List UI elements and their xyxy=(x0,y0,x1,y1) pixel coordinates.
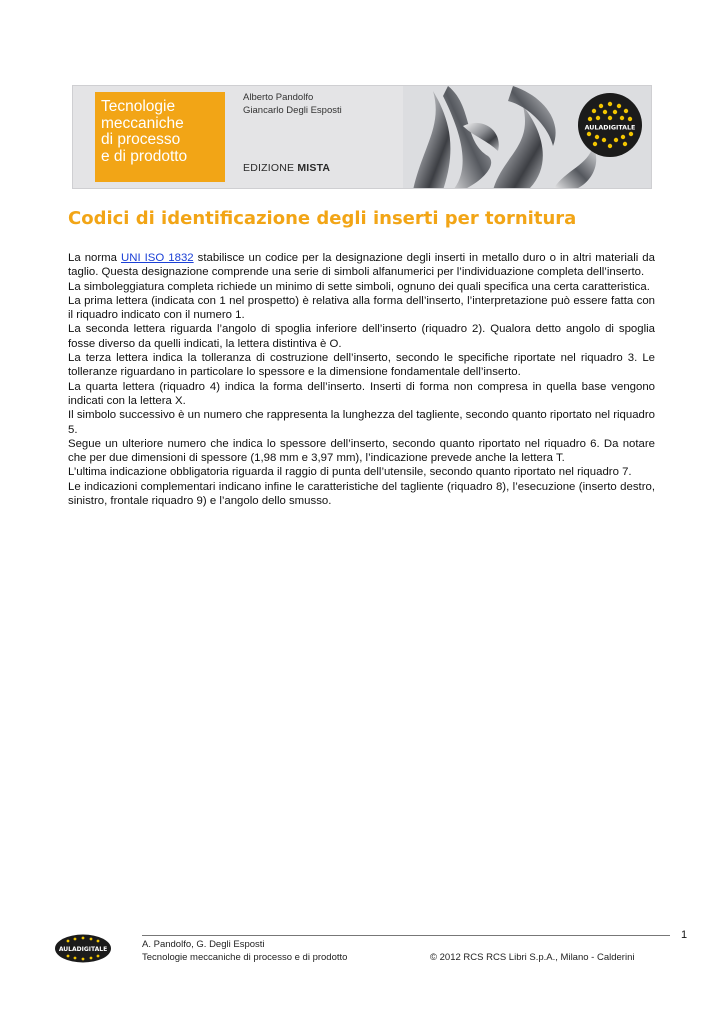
paragraph: La quarta lettera (riquadro 4) indica la forma dell’inserto. Inserti di forma non compresa in quella base vengono indicati con la lettera X. xyxy=(68,380,655,407)
edition-prefix: EDIZIONE xyxy=(243,162,295,174)
paragraph: La seconda lettera riguarda l’angolo di spoglia inferiore dell’inserto (riquadro 2). Qualora detto angolo di spoglia fosse diverso da quelli indicati, la lettera distintiva è O. xyxy=(68,323,655,350)
banner-author: Alberto Pandolfo xyxy=(243,92,314,103)
paragraph-text: stabilisce un codice per la designazione degli inserti in metallo duro o in altri materiali da taglio. Questa designazione comprende una serie di simboli alfanumerici per l’individuazione completa dell’inserto. xyxy=(68,252,655,279)
banner-author: Giancarlo Degli Esposti xyxy=(243,104,342,116)
paragraph xyxy=(68,251,655,280)
paragraph: L’ultima indicazione obbligatoria riguarda il raggio di punta dell’utensile, secondo quanto riportato nel riquadro 7. xyxy=(68,466,632,479)
banner-title-line: di processo xyxy=(101,131,181,148)
footer-logo-text: AULADIGITALE xyxy=(58,946,108,953)
paragraph-text: La norma xyxy=(68,252,121,264)
paragraph: La simboleggiatura completa richiede un minimo di sette simboli, ognuno dei quali specifica una certa caratteristica. xyxy=(68,280,650,293)
auladigitale-footer-logo xyxy=(54,934,112,963)
banner-edition xyxy=(243,162,330,174)
banner-title-line: meccaniche xyxy=(101,114,184,132)
banner-title xyxy=(101,99,187,165)
paragraph: Le indicazioni complementari indicano infine le caratteristiche del tagliente (riquadro 8), l’esecuzione (inserto destro, sinistro, frontale riquadro 9) e l’angolo dello smusso. xyxy=(68,480,655,508)
page-title: Codici di identificazione degli inserti per tornitura xyxy=(68,208,577,229)
footer-authors: A. Pandolfo, G. Degli Esposti xyxy=(142,939,265,950)
document-body xyxy=(68,251,655,508)
paragraph: La terza lettera indica la tolleranza di costruzione dell’inserto, secondo le specifiche riportate nel riquadro 3. Le tolleranze riguardano in particolare lo spessore e la dimensione fondamentale dell’inserto. xyxy=(68,352,655,379)
footer-book-title: Tecnologie meccaniche di processo e di prodotto xyxy=(142,952,348,963)
paragraph: Segue un ulteriore numero che indica lo spessore dell’inserto, secondo quanto riportato nel riquadro 6. Da notare che per due dimensioni di spessore (1,98 mm e 3,97 mm), l’indicazione prevede anche la lettera T. xyxy=(68,437,655,465)
page-number: 1 xyxy=(681,929,688,941)
auladigitale-logo xyxy=(577,92,643,158)
footer-copyright: © 2012 RCS RCS Libri S.p.A., Milano - Calderini xyxy=(430,952,635,963)
banner-title-line: e di prodotto xyxy=(101,147,188,165)
paragraph: Il simbolo successivo è un numero che rappresenta la lunghezza del tagliente, secondo quanto riportato nel riquadro 5. xyxy=(68,409,655,436)
banner-title-box xyxy=(95,92,225,182)
edition-bold: MISTA xyxy=(297,162,331,174)
uni-iso-link[interactable]: UNI ISO 1832 xyxy=(121,252,194,264)
logo-text: AULADIGITALE xyxy=(584,124,636,132)
banner-title-line: Tecnologie xyxy=(101,98,176,115)
book-banner xyxy=(72,85,652,189)
banner-authors xyxy=(243,92,342,117)
footer-divider xyxy=(142,935,670,936)
paragraph: La prima lettera (indicata con 1 nel prospetto) è relativa alla forma dell’inserto, l’interpretazione può essere fatta con il riquadro indicato con il numero 1. xyxy=(68,294,655,322)
